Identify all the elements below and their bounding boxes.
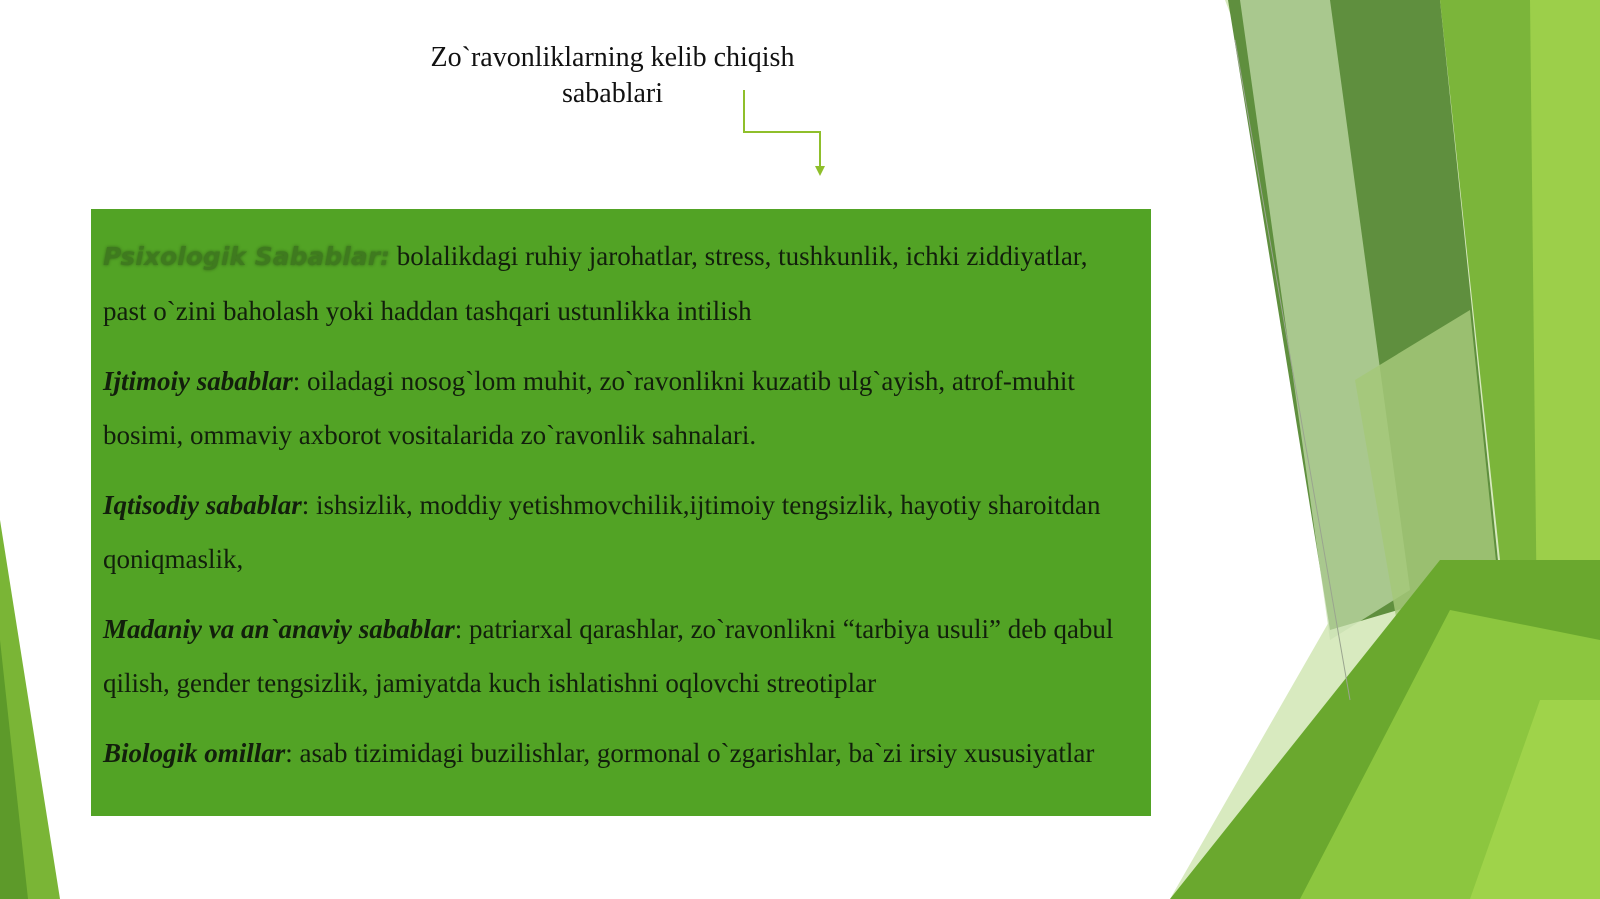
cause-text: bolalikdagi ruhiy jarohatlar, stress, tushkunlik, ichki ziddiyatlar, past o`zini baholash yoki haddan tashqari ustunlikka intilish [103, 241, 1088, 326]
slide-title-line2: sabablari [561, 78, 664, 109]
cause-text: : asab tizimidagi buzilishlar, gormonal o`zgarishlar, ba`zi irsiy xususiyatlar [285, 738, 1095, 768]
cause-text: : oiladagi nosog`lom muhit, zo`ravonlikni kuzatib ulg`ayish, atrof-muhit bosimi, ommaviy axborot vositalarida zo`ravonlik sahnalari. [103, 366, 1075, 450]
cause-text: : ishsizlik, moddiy yetishmovchilik,ijtimoiy tengsizlik, hayotiy sharoitdan qoniqmaslik, [103, 490, 1101, 574]
cause-heading: Madaniy va an`anaviy sabablar [103, 614, 455, 644]
cause-item-cultural [103, 602, 1137, 710]
cause-item-psychological [103, 229, 1137, 338]
cause-heading: Psixologik Sabablar: [103, 242, 391, 271]
cause-item-social [103, 354, 1137, 462]
cause-item-biological [103, 726, 1137, 780]
cause-item-economic [103, 478, 1137, 586]
slide-title-line1: Zo`ravonliklarning kelib chiqish [430, 42, 795, 73]
cause-text: : patriarxal qarashlar, zo`ravonlikni “tarbiya usuli” deb qabul qilish, gender tengsizlik, jamiyatda kuch ishlatishni oqlovchi streotiplar [103, 614, 1114, 698]
elbow-arrow-down-icon [730, 86, 830, 178]
cause-heading: Biologik omillar [103, 738, 286, 768]
cause-heading: Iqtisodiy sabablar [103, 490, 302, 520]
cause-heading: Ijtimoiy sabablar [103, 366, 293, 396]
causes-panel [91, 209, 1151, 816]
